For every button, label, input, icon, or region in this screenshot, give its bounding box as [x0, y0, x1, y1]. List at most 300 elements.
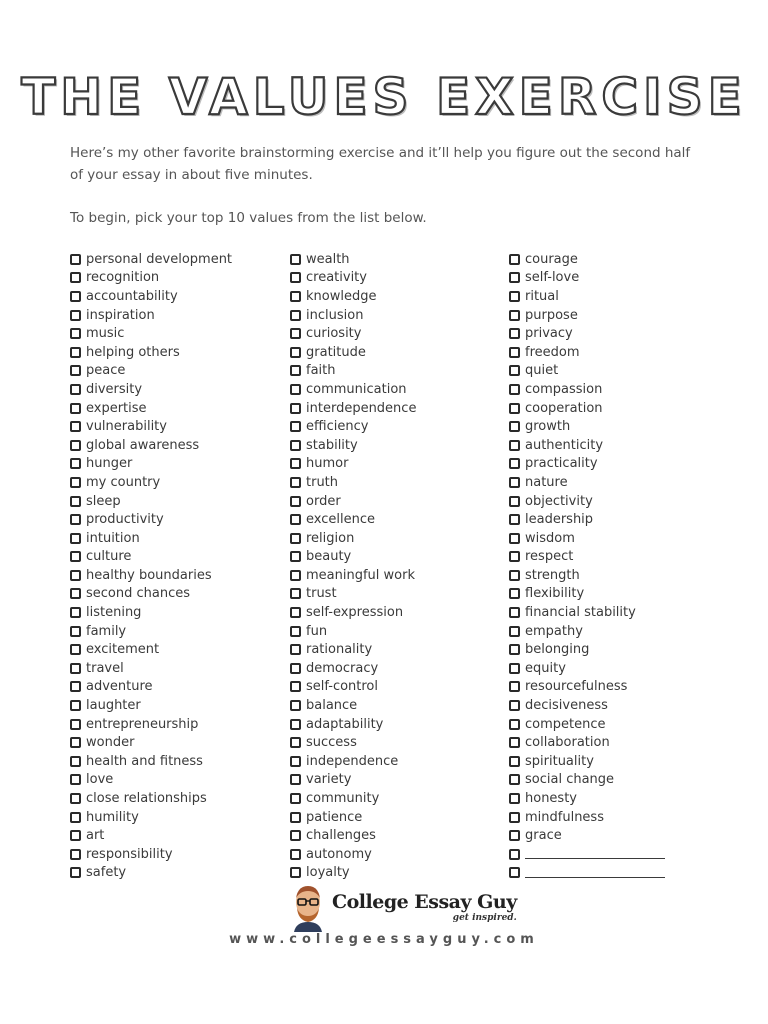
checkbox[interactable]: [509, 347, 520, 358]
checkbox[interactable]: [290, 551, 301, 562]
value-label: wealth: [306, 251, 350, 267]
value-item[interactable]: [70, 417, 285, 436]
checkbox[interactable]: [509, 310, 520, 321]
value-item[interactable]: [290, 622, 505, 641]
checkbox[interactable]: [70, 551, 81, 562]
value-label: inspiration: [86, 307, 155, 323]
value-item[interactable]: [70, 362, 285, 381]
value-item[interactable]: [290, 548, 505, 567]
value-item[interactable]: [290, 603, 505, 622]
value-label: independence: [306, 753, 399, 769]
values-column-1: [70, 250, 285, 882]
value-item[interactable]: [70, 659, 285, 678]
value-item[interactable]: [509, 659, 724, 678]
checkbox[interactable]: [509, 700, 520, 711]
checkbox[interactable]: [290, 254, 301, 265]
value-item[interactable]: [290, 715, 505, 734]
value-label: democracy: [306, 660, 379, 676]
checkbox[interactable]: [290, 700, 301, 711]
college-essay-guy-logo: [288, 882, 517, 932]
checkbox[interactable]: [70, 737, 81, 748]
value-label: helping others: [86, 344, 180, 360]
checkbox[interactable]: [70, 719, 81, 730]
value-item[interactable]: [290, 566, 505, 585]
value-item[interactable]: [290, 492, 505, 511]
value-item[interactable]: [290, 733, 505, 752]
value-item[interactable]: [70, 510, 285, 529]
value-label: balance: [306, 698, 358, 714]
value-item[interactable]: [70, 306, 285, 325]
checkbox[interactable]: [70, 254, 81, 265]
value-label: humility: [86, 809, 139, 825]
checkbox[interactable]: [290, 867, 301, 878]
checkbox[interactable]: [509, 663, 520, 674]
value-item[interactable]: [70, 380, 285, 399]
checkbox[interactable]: [70, 421, 81, 432]
checkbox[interactable]: [290, 626, 301, 637]
value-label: mindfulness: [525, 809, 604, 825]
value-item[interactable]: [509, 696, 724, 715]
checkbox[interactable]: [290, 681, 301, 692]
checkbox[interactable]: [509, 719, 520, 730]
value-item[interactable]: [509, 436, 724, 455]
value-label: growth: [525, 419, 571, 435]
value-label: family: [86, 623, 127, 639]
value-item[interactable]: [509, 492, 724, 511]
value-item[interactable]: [509, 715, 724, 734]
value-item[interactable]: [70, 622, 285, 641]
checkbox[interactable]: [509, 737, 520, 748]
value-item[interactable]: [509, 362, 724, 381]
value-label: curiosity: [306, 326, 362, 342]
value-item[interactable]: [509, 826, 724, 845]
value-item[interactable]: [70, 678, 285, 697]
checkbox[interactable]: [290, 644, 301, 655]
checkbox[interactable]: [70, 496, 81, 507]
checkbox[interactable]: [509, 254, 520, 265]
value-item[interactable]: [70, 864, 285, 883]
value-item[interactable]: [509, 455, 724, 474]
value-item[interactable]: [70, 548, 285, 567]
value-label: adaptability: [306, 716, 384, 732]
checkbox[interactable]: [290, 830, 301, 841]
checkbox[interactable]: [509, 272, 520, 283]
value-item[interactable]: [70, 324, 285, 343]
checkbox[interactable]: [70, 849, 81, 860]
value-item[interactable]: [70, 269, 285, 288]
checkbox[interactable]: [290, 477, 301, 488]
value-item[interactable]: [290, 473, 505, 492]
checkbox[interactable]: [509, 867, 520, 878]
value-label: equity: [525, 660, 566, 676]
page-title: THE VALUES EXERCISE: [21, 68, 747, 126]
checkbox[interactable]: [290, 384, 301, 395]
checkbox[interactable]: [509, 496, 520, 507]
value-label: community: [306, 791, 380, 807]
value-item[interactable]: [70, 399, 285, 418]
value-label: recognition: [86, 270, 160, 286]
value-label: healthy boundaries: [86, 567, 212, 583]
value-label: patience: [306, 809, 363, 825]
value-item[interactable]: [70, 826, 285, 845]
value-label: success: [306, 735, 357, 751]
checkbox[interactable]: [509, 793, 520, 804]
checkbox[interactable]: [290, 719, 301, 730]
value-item[interactable]: [509, 622, 724, 641]
value-label: safety: [86, 865, 127, 881]
value-item[interactable]: [70, 455, 285, 474]
value-item[interactable]: [509, 733, 724, 752]
values-column-2: [290, 250, 505, 882]
value-item[interactable]: [509, 399, 724, 418]
value-item[interactable]: [70, 752, 285, 771]
write-in-line[interactable]: [525, 849, 665, 859]
checkbox[interactable]: [290, 737, 301, 748]
value-label: order: [306, 493, 341, 509]
checkbox[interactable]: [509, 830, 520, 841]
checkbox[interactable]: [70, 291, 81, 302]
checkbox[interactable]: [509, 774, 520, 785]
value-item[interactable]: [290, 324, 505, 343]
value-item[interactable]: [70, 585, 285, 604]
value-label: authenticity: [525, 437, 604, 453]
checkbox[interactable]: [290, 756, 301, 767]
checkbox[interactable]: [509, 570, 520, 581]
value-label: objectivity: [525, 493, 593, 509]
value-item[interactable]: [70, 733, 285, 752]
value-item[interactable]: [509, 287, 724, 306]
checkbox[interactable]: [509, 328, 520, 339]
value-label: global awareness: [86, 437, 200, 453]
checkbox[interactable]: [290, 849, 301, 860]
checkbox[interactable]: [509, 440, 520, 451]
value-label: grace: [525, 828, 562, 844]
value-item[interactable]: [509, 473, 724, 492]
checkbox[interactable]: [509, 403, 520, 414]
checkbox[interactable]: [290, 291, 301, 302]
checkbox[interactable]: [509, 514, 520, 525]
value-label: faith: [306, 363, 336, 379]
checkbox[interactable]: [509, 365, 520, 376]
checkbox[interactable]: [70, 403, 81, 414]
value-label: wonder: [86, 735, 135, 751]
value-item[interactable]: [509, 324, 724, 343]
value-label: love: [86, 772, 114, 788]
checkbox[interactable]: [290, 607, 301, 618]
checkbox[interactable]: [70, 644, 81, 655]
value-label: financial stability: [525, 605, 636, 621]
value-item[interactable]: [290, 436, 505, 455]
blank-value-item[interactable]: [509, 864, 724, 883]
checkbox[interactable]: [70, 812, 81, 823]
value-item[interactable]: [70, 696, 285, 715]
value-item[interactable]: [290, 864, 505, 883]
value-label: self-control: [306, 679, 379, 695]
value-item[interactable]: [509, 566, 724, 585]
value-item[interactable]: [290, 789, 505, 808]
checkbox[interactable]: [509, 644, 520, 655]
checkbox[interactable]: [290, 272, 301, 283]
value-label: religion: [306, 530, 355, 546]
value-item[interactable]: [509, 752, 724, 771]
checkbox[interactable]: [290, 440, 301, 451]
checkbox[interactable]: [70, 328, 81, 339]
value-label: inclusion: [306, 307, 364, 323]
value-label: cooperation: [525, 400, 603, 416]
value-item[interactable]: [290, 752, 505, 771]
value-item[interactable]: [290, 417, 505, 436]
value-item[interactable]: [509, 585, 724, 604]
checkbox[interactable]: [290, 570, 301, 581]
checkbox[interactable]: [70, 365, 81, 376]
value-item[interactable]: [70, 603, 285, 622]
value-label: leadership: [525, 512, 594, 528]
checkbox[interactable]: [509, 812, 520, 823]
value-item[interactable]: [290, 640, 505, 659]
value-item[interactable]: [290, 269, 505, 288]
value-item[interactable]: [290, 287, 505, 306]
checkbox[interactable]: [70, 700, 81, 711]
value-label: my country: [86, 474, 161, 490]
checkbox[interactable]: [509, 458, 520, 469]
value-label: courage: [525, 251, 578, 267]
checkbox[interactable]: [290, 310, 301, 321]
brand-tagline: get inspired.: [452, 912, 517, 923]
checkbox[interactable]: [70, 347, 81, 358]
value-item[interactable]: [290, 343, 505, 362]
value-label: self-love: [525, 270, 580, 286]
checkbox[interactable]: [70, 663, 81, 674]
logo-text: [332, 891, 517, 924]
checkbox[interactable]: [509, 421, 520, 432]
value-item[interactable]: [290, 529, 505, 548]
value-item[interactable]: [290, 250, 505, 269]
value-item[interactable]: [509, 529, 724, 548]
brand-name: College Essay Guy: [332, 890, 517, 913]
checkbox[interactable]: [509, 384, 520, 395]
value-item[interactable]: [509, 417, 724, 436]
value-label: challenges: [306, 828, 376, 844]
checkbox[interactable]: [290, 328, 301, 339]
value-item[interactable]: [509, 548, 724, 567]
value-label: respect: [525, 549, 574, 565]
checkbox[interactable]: [70, 607, 81, 618]
checkbox[interactable]: [70, 272, 81, 283]
checkbox[interactable]: [509, 681, 520, 692]
checkbox[interactable]: [290, 793, 301, 804]
value-label: listening: [86, 605, 142, 621]
checkbox[interactable]: [509, 756, 520, 767]
value-label: art: [86, 828, 105, 844]
checkbox[interactable]: [70, 384, 81, 395]
value-label: peace: [86, 363, 126, 379]
checkbox[interactable]: [290, 812, 301, 823]
value-item[interactable]: [290, 455, 505, 474]
value-item[interactable]: [70, 250, 285, 269]
checkbox[interactable]: [70, 830, 81, 841]
checkbox[interactable]: [70, 588, 81, 599]
value-label: close relationships: [86, 791, 207, 807]
checkbox[interactable]: [70, 774, 81, 785]
avatar-icon: [288, 882, 328, 932]
value-label: compassion: [525, 381, 603, 397]
value-item[interactable]: [290, 808, 505, 827]
value-item[interactable]: [70, 715, 285, 734]
value-item[interactable]: [70, 343, 285, 362]
value-item[interactable]: [509, 380, 724, 399]
value-item[interactable]: [290, 696, 505, 715]
instruction-text: To begin, pick your top 10 values from the list below.: [70, 210, 427, 226]
checkbox[interactable]: [509, 849, 520, 860]
value-label: music: [86, 326, 125, 342]
value-item[interactable]: [70, 492, 285, 511]
value-label: personal development: [86, 251, 233, 267]
checkbox[interactable]: [70, 514, 81, 525]
value-label: empathy: [525, 623, 583, 639]
value-label: truth: [306, 474, 339, 490]
value-item[interactable]: [70, 529, 285, 548]
value-item[interactable]: [290, 771, 505, 790]
checkbox[interactable]: [509, 477, 520, 488]
value-label: interdependence: [306, 400, 417, 416]
value-item[interactable]: [290, 678, 505, 697]
value-item[interactable]: [509, 306, 724, 325]
value-item[interactable]: [290, 362, 505, 381]
checkbox[interactable]: [290, 514, 301, 525]
value-item[interactable]: [70, 789, 285, 808]
value-label: laughter: [86, 698, 141, 714]
checkbox[interactable]: [70, 756, 81, 767]
value-label: knowledge: [306, 288, 377, 304]
value-item[interactable]: [509, 510, 724, 529]
checkbox[interactable]: [70, 681, 81, 692]
value-label: second chances: [86, 586, 191, 602]
value-label: vulnerability: [86, 419, 167, 435]
value-item[interactable]: [70, 436, 285, 455]
value-item[interactable]: [70, 287, 285, 306]
value-label: creativity: [306, 270, 367, 286]
value-item[interactable]: [509, 678, 724, 697]
intro-paragraph: Here’s my other favorite brainstorming exercise and it’ll help you figure out the second half of your essay in about five minutes.: [70, 145, 691, 183]
value-label: sleep: [86, 493, 121, 509]
value-label: meaningful work: [306, 567, 415, 583]
value-item[interactable]: [509, 808, 724, 827]
value-label: belonging: [525, 642, 590, 658]
checkbox[interactable]: [509, 626, 520, 637]
checkbox[interactable]: [70, 458, 81, 469]
value-item[interactable]: [290, 510, 505, 529]
value-label: rationality: [306, 642, 373, 658]
checkbox[interactable]: [290, 403, 301, 414]
checkbox[interactable]: [70, 626, 81, 637]
value-item[interactable]: [70, 845, 285, 864]
value-label: purpose: [525, 307, 578, 323]
value-item[interactable]: [290, 585, 505, 604]
value-item[interactable]: [290, 845, 505, 864]
value-label: communication: [306, 381, 407, 397]
value-label: stability: [306, 437, 358, 453]
value-item[interactable]: [509, 640, 724, 659]
value-item[interactable]: [70, 808, 285, 827]
value-label: productivity: [86, 512, 164, 528]
value-label: beauty: [306, 549, 352, 565]
value-label: resourcefulness: [525, 679, 628, 695]
value-label: health and fitness: [86, 753, 203, 769]
checkbox[interactable]: [70, 310, 81, 321]
value-item[interactable]: [509, 603, 724, 622]
value-label: practicality: [525, 456, 598, 472]
value-item[interactable]: [290, 306, 505, 325]
value-item[interactable]: [70, 771, 285, 790]
value-item[interactable]: [509, 343, 724, 362]
value-label: responsibility: [86, 846, 173, 862]
checkbox[interactable]: [509, 533, 520, 544]
value-label: wisdom: [525, 530, 575, 546]
value-item[interactable]: [290, 826, 505, 845]
write-in-line[interactable]: [525, 868, 665, 878]
value-label: autonomy: [306, 846, 372, 862]
checkbox[interactable]: [509, 291, 520, 302]
checkbox[interactable]: [290, 365, 301, 376]
checkbox[interactable]: [290, 663, 301, 674]
value-label: diversity: [86, 381, 143, 397]
checkbox[interactable]: [509, 607, 520, 618]
value-label: honesty: [525, 791, 577, 807]
value-item[interactable]: [70, 640, 285, 659]
value-label: freedom: [525, 344, 580, 360]
value-item[interactable]: [509, 250, 724, 269]
value-item[interactable]: [70, 473, 285, 492]
checkbox[interactable]: [290, 421, 301, 432]
blank-value-item[interactable]: [509, 845, 724, 864]
value-label: intuition: [86, 530, 140, 546]
checkbox[interactable]: [290, 588, 301, 599]
checkbox[interactable]: [290, 533, 301, 544]
checkbox[interactable]: [290, 774, 301, 785]
value-label: spirituality: [525, 753, 594, 769]
value-item[interactable]: [70, 566, 285, 585]
checkbox[interactable]: [70, 533, 81, 544]
checkbox[interactable]: [70, 867, 81, 878]
value-label: hunger: [86, 456, 133, 472]
value-item[interactable]: [509, 269, 724, 288]
checkbox[interactable]: [70, 793, 81, 804]
values-column-3: [509, 250, 724, 882]
checkbox[interactable]: [290, 496, 301, 507]
value-label: privacy: [525, 326, 573, 342]
checkbox[interactable]: [290, 458, 301, 469]
value-label: gratitude: [306, 344, 366, 360]
value-item[interactable]: [290, 399, 505, 418]
value-item[interactable]: [290, 659, 505, 678]
checkbox[interactable]: [509, 588, 520, 599]
website-url[interactable]: www.collegeessayguy.com: [229, 932, 539, 947]
checkbox[interactable]: [509, 551, 520, 562]
value-label: competence: [525, 716, 606, 732]
value-item[interactable]: [509, 771, 724, 790]
value-label: quiet: [525, 363, 559, 379]
value-label: humor: [306, 456, 349, 472]
checkbox[interactable]: [70, 477, 81, 488]
checkbox[interactable]: [70, 570, 81, 581]
value-item[interactable]: [290, 380, 505, 399]
value-label: fun: [306, 623, 328, 639]
checkbox[interactable]: [290, 347, 301, 358]
value-item[interactable]: [509, 789, 724, 808]
value-label: flexibility: [525, 586, 585, 602]
checkbox[interactable]: [70, 440, 81, 451]
value-label: excitement: [86, 642, 160, 658]
